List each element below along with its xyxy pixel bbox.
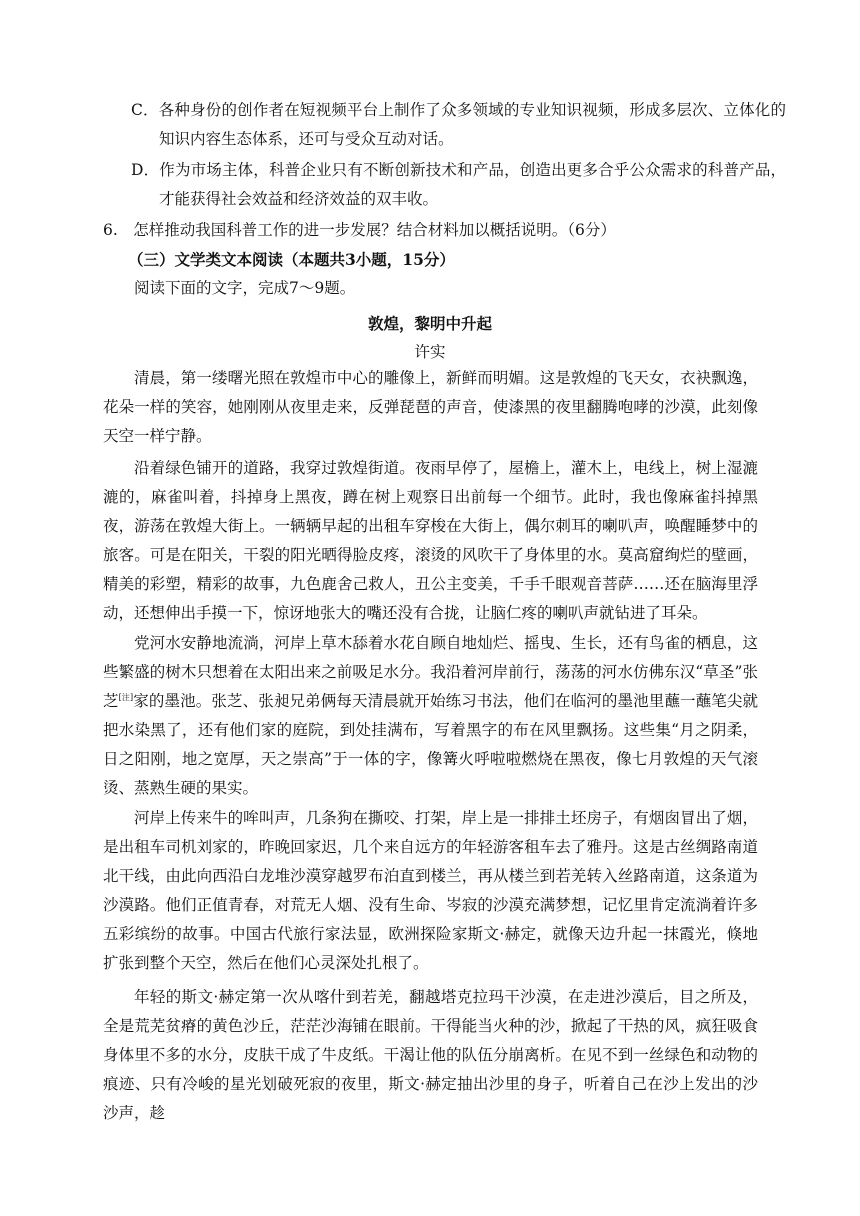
question-6: 6. 怎样推动我国科普工作的进一步发展？结合材料加以概括说明。（6分） <box>103 221 616 239</box>
footnote-marker: [注] <box>118 693 134 702</box>
paragraph-3-part-b: 家的墨池。张芝、张昶兄弟俩每天清晨就开始练习书法，他们在临河的墨池里蘸一蘸笔尖就把水染黑了，还有他们家的庭院，到处挂满布，写着黑字的布在风里飘扬。这些集“月之阴柔，日之阳刚，地之宽厚，天之崇高”于一体的字，像篝火呼啦啦燃烧在黑夜，像七月敦煌的天气滚烫、蒸熟生硬的果实。 <box>103 692 758 797</box>
paragraph-5: 年轻的斯文·赫定第一次从喀什到若羌，翻越塔克拉玛干沙漠，在走进沙漠后，目之所及，全是荒芜贫瘠的黄色沙丘，茫茫沙海铺在眼前。干得能当火种的沙，掀起了干热的风，疯狂吸食身体里不多的水分，皮肤干成了牛皮纸。干渴让他的队伍分崩离析。在见不到一丝绿色和动物的痕迹、只有冷峻的星光划破死寂的夜里，斯文·赫定抽出沙里的身子，听着自己在沙上发出的沙沙声，趁 <box>103 988 758 1122</box>
reading-instruction: 阅读下面的文字，完成7～9题。 <box>134 279 356 297</box>
option-d: D．作为市场主体，科普企业只有不断创新技术和产品，创造出更多合乎公众需求的科普产品，才能获得社会效益和经济效益的双丰收。 <box>131 161 786 208</box>
article-author: 许实 <box>414 343 446 361</box>
paragraph-4: 河岸上传来牛的哞叫声，几条狗在撕咬、打架，岸上是一排排土坯房子，有烟囱冒出了烟，是出租车司机刘家的，昨晚回家迟，几个来自远方的年轻游客租车去了雅丹。这是古丝绸路南道北干线，由此向西沿白龙堆沙漠穿越罗布泊直到楼兰，再从楼兰到若羌转入丝路南道，这条道为沙漠路。他们正值青春，对荒无人烟、没有生命、岑寂的沙漠充满梦想，记忆里肯定流淌着许多五彩缤纷的故事。中国古代旅行家法显，欧洲探险家斯文·赫定，就像天边升起一抹霞光，倏地扩张到整个天空，然后在他们心灵深处扎根了。 <box>103 809 758 972</box>
option-c: C．各种身份的创作者在短视频平台上制作了众多领域的专业知识视频，形成多层次、立体化的知识内容生态体系，还可与受众互动对话。 <box>131 101 786 148</box>
paragraph-3 <box>103 629 758 803</box>
paragraph-1: 清晨，第一缕曙光照在敦煌市中心的雕像上，新鲜而明媚。这是敦煌的飞天女，衣袂飘逸，花朵一样的笑容，她刚刚从夜里走来，反弹琵琶的声音，使漆黑的夜里翻腾咆哮的沙漠，此刻像天空一样宁静。 <box>103 369 758 445</box>
paragraph-2: 沿着绿色铺开的道路，我穿过敦煌街道。夜雨早停了，屋檐上，灌木上，电线上，树上湿漉漉的，麻雀叫着，抖掉身上黑夜，蹲在树上观察日出前每一个细节。此时，我也像麻雀抖掉黑夜，游荡在敦煌大街上。一辆辆早起的出租车穿梭在大街上，偶尔刺耳的喇叭声，唤醒睡梦中的旅客。可是在阳关，干裂的阳光晒得脸皮疼，滚烫的风吹干了身体里的水。莫高窟绚烂的壁画，精美的彩塑，精彩的故事，九色鹿舍己救人，丑公主变美，千手千眼观音菩萨……还在脑海里浮动，还想伸出手摸一下，惊讶地张大的嘴还没有合拢，让脑仁疼的喇叭声就钻进了耳朵。 <box>103 459 758 622</box>
paragraph-3-part-a: 党河水安静地流淌，河岸上草木舔着水花自顾自地灿烂、摇曳、生长，还有鸟雀的栖息，这些繁盛的树木只想着在太阳出来之前吸足水分。我沿着河岸前行，荡荡的河水仿佛东汉“草圣”张芝 <box>103 634 758 710</box>
section-heading: （三）文学类文本阅读（本题共3小题，15分） <box>128 250 455 269</box>
article-title: 敦煌，黎明中升起 <box>367 314 492 333</box>
